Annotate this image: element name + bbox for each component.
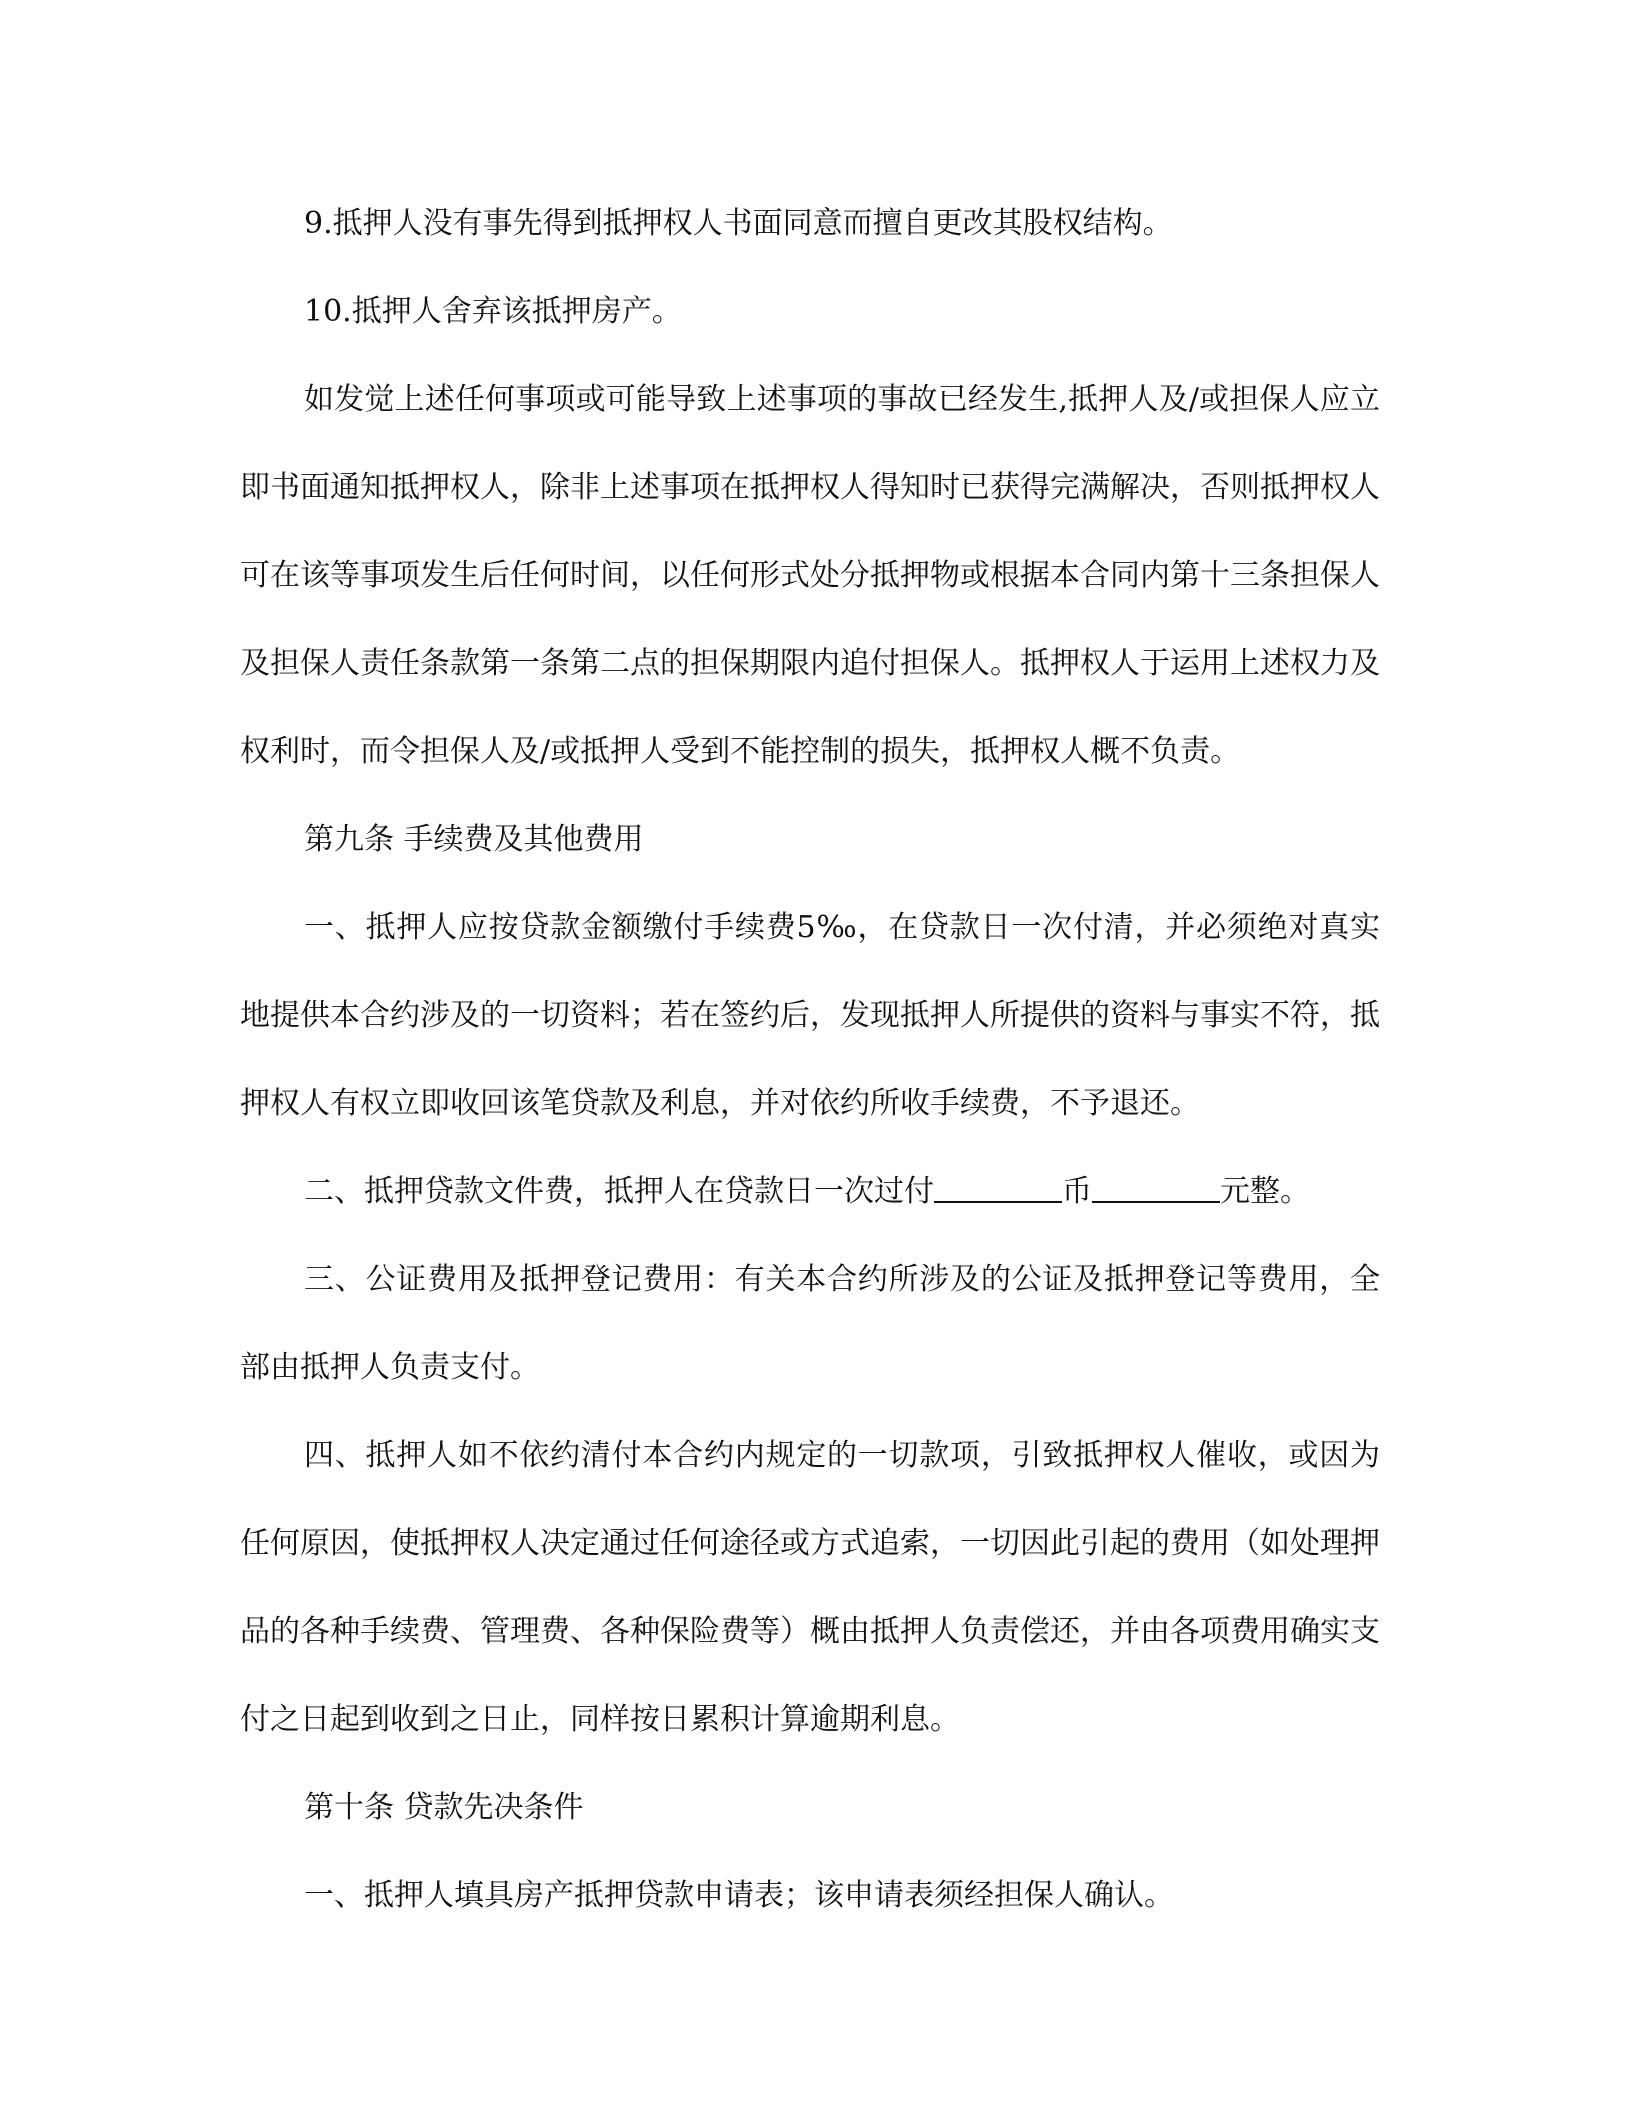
amount-blank [1092, 1173, 1220, 1203]
paragraph-item-10: 10.抵押人舍弃该抵押房产。 [304, 294, 682, 329]
paragraph-handling-fee: 一、抵押人应按贷款金额缴付手续费5‰，在贷款日一次付清，并必须绝对真实地提供本合约涉及的一切资料；若在签约后，发现抵押人所提供的资料与事实不符，抵押权人有权立即收回该笔贷款及利息，并对依约所收手续费，不予退还。 [240, 910, 1380, 1121]
document-body [240, 180, 1380, 1940]
paragraph-document-fee [240, 1148, 1380, 1236]
document-fee-currency-label: 币 [1062, 1174, 1092, 1209]
document-fee-text-end: 元整。 [1220, 1174, 1310, 1209]
paragraph-loan-application: 一、抵押人填具房产抵押贷款申请表；该申请表须经担保人确认。 [304, 1878, 1174, 1913]
paragraph-notary-fee: 三、公证费用及抵押登记费用：有关本合约所涉及的公证及抵押登记等费用，全部由抵押人负责支付。 [240, 1262, 1380, 1385]
section-heading-article-10: 第十条 贷款先决条件 [304, 1790, 584, 1825]
paragraph-notification-clause: 如发觉上述任何事项或可能导致上述事项的事故已经发生,抵押人及/或担保人应立即书面通知抵押权人，除非上述事项在抵押权人得知时已获得完满解决，否则抵押权人可在该等事项发生后任何时间，以任何形式处分抵押物或根据本合同内第十三条担保人及担保人责任条款第一条第二点的担保期限内追付担保人。抵押权人于运用上述权力及权利时，而令担保人及/或抵押人受到不能控制的损失，抵押权人概不负责。 [240, 382, 1380, 769]
section-heading-article-9: 第九条 手续费及其他费用 [304, 822, 644, 857]
document-fee-text-start: 二、抵押贷款文件费，抵押人在贷款日一次过付 [304, 1174, 934, 1209]
paragraph-collection-costs: 四、抵押人如不依约清付本合约内规定的一切款项，引致抵押权人催收，或因为任何原因，使抵押权人决定通过任何途径或方式追索，一切因此引起的费用（如处理押品的各种手续费、管理费、各种保险费等）概由抵押人负责偿还，并由各项费用确实支付之日起到收到之日止，同样按日累积计算逾期利息。 [240, 1438, 1380, 1737]
paragraph-item-9: 9.抵押人没有事先得到抵押权人书面同意而擅自更改其股权结构。 [304, 206, 1173, 241]
currency-blank [934, 1173, 1062, 1203]
